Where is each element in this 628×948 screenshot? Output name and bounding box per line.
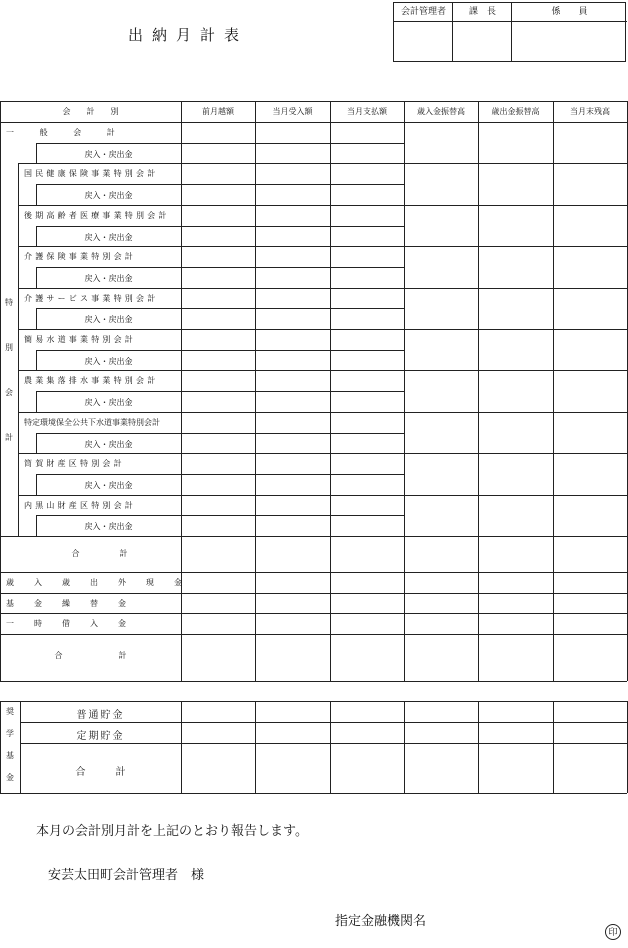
grand-total-label: 合 計: [54, 651, 127, 661]
scholarship-row-label: 定期貯金: [76, 731, 125, 742]
special-account-label: 特定環境保全公共下水道事業特別会計: [24, 417, 160, 427]
seal-mark: 印: [605, 924, 621, 940]
column-header: 当月受入額: [272, 107, 313, 116]
special-group-char: 別: [5, 343, 13, 352]
table-rule: [181, 412, 255, 413]
special-total-label: 合 計: [71, 549, 128, 558]
refund-sublabel: 戻入・戻出金: [84, 356, 133, 366]
table-rule: [0, 613, 627, 614]
table-rule: [330, 184, 404, 185]
scholarship-group-char: 学: [6, 729, 14, 738]
table-rule: [0, 122, 181, 123]
column-header: 歳入金振替高: [417, 107, 465, 116]
table-rule: [255, 143, 330, 144]
table-rule: [330, 350, 404, 351]
table-rule: [330, 433, 404, 434]
special-group-rule: [18, 163, 19, 536]
refund-sublabel: 戻入・戻出金: [84, 480, 133, 490]
table-rule: [404, 122, 627, 123]
table-rule: [36, 350, 181, 351]
special-account-label: 簡易水道事業特別会計: [24, 335, 136, 344]
table-rule: [18, 495, 181, 496]
table-rule: [255, 329, 330, 330]
table-rule: [36, 226, 181, 227]
table-rule: [330, 267, 404, 268]
table-rule: [0, 536, 627, 537]
table-rule: [330, 308, 404, 309]
table-rule: [181, 163, 255, 164]
table-rule: [330, 143, 404, 144]
table-rule: [0, 101, 627, 102]
table-rule: [255, 495, 330, 496]
approval-divider: [452, 3, 453, 61]
table-rule: [255, 412, 330, 413]
special-account-label: 農業集落排水事業特別会計: [24, 376, 159, 386]
table-rule: [0, 634, 627, 635]
table-rule: [18, 412, 181, 413]
table-rule: [255, 515, 330, 516]
table-rule: [18, 163, 181, 164]
special-account-label: 内黒山財産区特別会計: [24, 500, 136, 510]
table-rule: [181, 350, 255, 351]
table-rule: [404, 412, 627, 413]
column-header: 前月越額: [202, 107, 234, 116]
table-rule: [18, 205, 181, 206]
table-rule: [330, 163, 404, 164]
approval-header-chief: 課 長: [453, 3, 512, 22]
table-rule: [36, 143, 181, 144]
table-rule: [255, 391, 330, 392]
column-rule: [553, 701, 554, 793]
table-rule: [255, 205, 330, 206]
table-rule: [255, 474, 330, 475]
approval-header-staff: 係 員: [512, 3, 627, 22]
column-rule: [478, 701, 479, 793]
page-title: 出納月計表: [128, 26, 249, 44]
table-rule: [255, 246, 330, 247]
table-rule: [181, 474, 255, 475]
table-rule: [255, 122, 330, 123]
table-rule: [18, 453, 181, 454]
table-rule: [330, 226, 404, 227]
scholarship-group-char: 金: [6, 773, 14, 782]
column-header: 歳出金振替高: [491, 107, 540, 116]
general-account-label: 一 般 会 計: [6, 128, 118, 137]
table-rule: [181, 226, 255, 227]
table-rule: [181, 143, 255, 144]
special-account-label: 国民健康保険事業特別会計: [24, 169, 159, 179]
table-rule: [330, 453, 404, 454]
addressee: 安芸太田町会計管理者 様: [48, 868, 205, 883]
table-rule: [255, 226, 330, 227]
refund-sublabel: 戻入・戻出金: [84, 191, 133, 201]
table-rule: [330, 495, 404, 496]
approval-header-accountant: 会計管理者: [394, 3, 453, 22]
table-rule: [36, 391, 181, 392]
column-header: 会 計 別: [62, 107, 119, 116]
table-rule: [255, 267, 330, 268]
approval-divider: [511, 3, 512, 61]
table-rule: [181, 288, 255, 289]
table-rule: [330, 370, 404, 371]
table-rule: [181, 267, 255, 268]
table-rule: [404, 246, 627, 247]
scholarship-row-label: 普通貯金: [76, 710, 125, 721]
table-rule: [330, 205, 404, 206]
table-rule: [181, 370, 255, 371]
table-rule: [181, 495, 255, 496]
table-rule: [255, 453, 330, 454]
table-rule: [36, 515, 181, 516]
table-rule: [181, 205, 255, 206]
scholarship-group-char: 奨: [6, 707, 14, 716]
table-rule: [330, 412, 404, 413]
special-account-label: 介護サービス事業特別会計: [24, 293, 159, 303]
report-statement: 本月の会計別月計を上記のとおり報告します。: [36, 824, 308, 839]
table-rule: [18, 329, 181, 330]
institution-label: 指定金融機関名: [335, 914, 427, 929]
refund-sublabel: 戻入・戻出金: [84, 232, 133, 242]
table-rule: [255, 433, 330, 434]
special-account-label: 筒賀財産区特別会計: [24, 459, 125, 469]
table-rule: [18, 246, 181, 247]
refund-sublabel: 戻入・戻出金: [84, 522, 133, 532]
column-rule: [553, 101, 554, 681]
table-rule: [181, 246, 255, 247]
table-rule: [0, 701, 627, 702]
table-rule: [255, 350, 330, 351]
table-rule: [404, 205, 627, 206]
column-rule: [330, 701, 331, 793]
table-rule: [255, 184, 330, 185]
column-rule: [404, 701, 405, 793]
table-rule: [36, 308, 181, 309]
special-group-char: 計: [5, 433, 13, 442]
table-rule: [330, 122, 404, 123]
table-rule: [0, 593, 627, 594]
other-account-label: 基金繰替金: [6, 598, 146, 608]
table-rule: [0, 793, 627, 794]
table-rule: [181, 184, 255, 185]
refund-sublabel: 戻入・戻出金: [84, 273, 133, 283]
table-rule: [181, 329, 255, 330]
column-header: 当月支払額: [347, 107, 387, 116]
table-rule: [330, 329, 404, 330]
table-rule: [36, 433, 181, 434]
scholarship-total-label: 合 計: [75, 767, 126, 778]
table-rule: [330, 474, 404, 475]
table-rule: [255, 370, 330, 371]
table-rule: [0, 572, 627, 573]
table-rule: [181, 308, 255, 309]
table-rule: [404, 288, 627, 289]
table-rule: [181, 453, 255, 454]
special-account-label: 介護保険事業特別会計: [24, 252, 136, 262]
table-rule: [255, 308, 330, 309]
column-rule: [181, 701, 182, 793]
table-rule: [181, 122, 255, 123]
column-rule: [255, 701, 256, 793]
special-account-label: 後期高齢者医療事業特別会計: [24, 210, 170, 220]
column-header: 当月末残高: [570, 107, 610, 116]
special-group-char: 特: [5, 298, 13, 307]
refund-sublabel: 戻入・戻出金: [84, 398, 133, 408]
table-rule: [20, 743, 627, 744]
table-rule: [181, 433, 255, 434]
table-rule: [18, 370, 181, 371]
table-rule: [20, 722, 627, 723]
column-rule: [478, 101, 479, 681]
table-rule: [330, 246, 404, 247]
table-rule: [404, 163, 627, 164]
table-rule: [0, 681, 627, 682]
other-account-label: 一時借入金: [6, 619, 146, 629]
table-rule: [255, 163, 330, 164]
table-rule: [330, 515, 404, 516]
table-rule: [404, 370, 627, 371]
column-rule: [404, 101, 405, 681]
refund-sublabel: 戻入・戻出金: [84, 315, 133, 325]
table-rule: [181, 391, 255, 392]
approval-stamp-box: [393, 2, 626, 62]
table-rule: [330, 288, 404, 289]
refund-sublabel: 戻入・戻出金: [84, 149, 133, 159]
table-rule: [18, 288, 181, 289]
table-rule: [181, 515, 255, 516]
special-group-char: 会: [5, 388, 13, 397]
refund-sublabel: 戻入・戻出金: [84, 439, 133, 449]
table-rule: [36, 267, 181, 268]
table-rule: [36, 184, 181, 185]
table-rule: [330, 391, 404, 392]
table-rule: [404, 329, 627, 330]
other-account-label: 歳入歳出外現金: [6, 578, 202, 587]
table-rule: [36, 474, 181, 475]
table-rule: [404, 453, 627, 454]
table-rule: [404, 495, 627, 496]
table-rule: [255, 288, 330, 289]
scholarship-group-char: 基: [6, 751, 14, 760]
